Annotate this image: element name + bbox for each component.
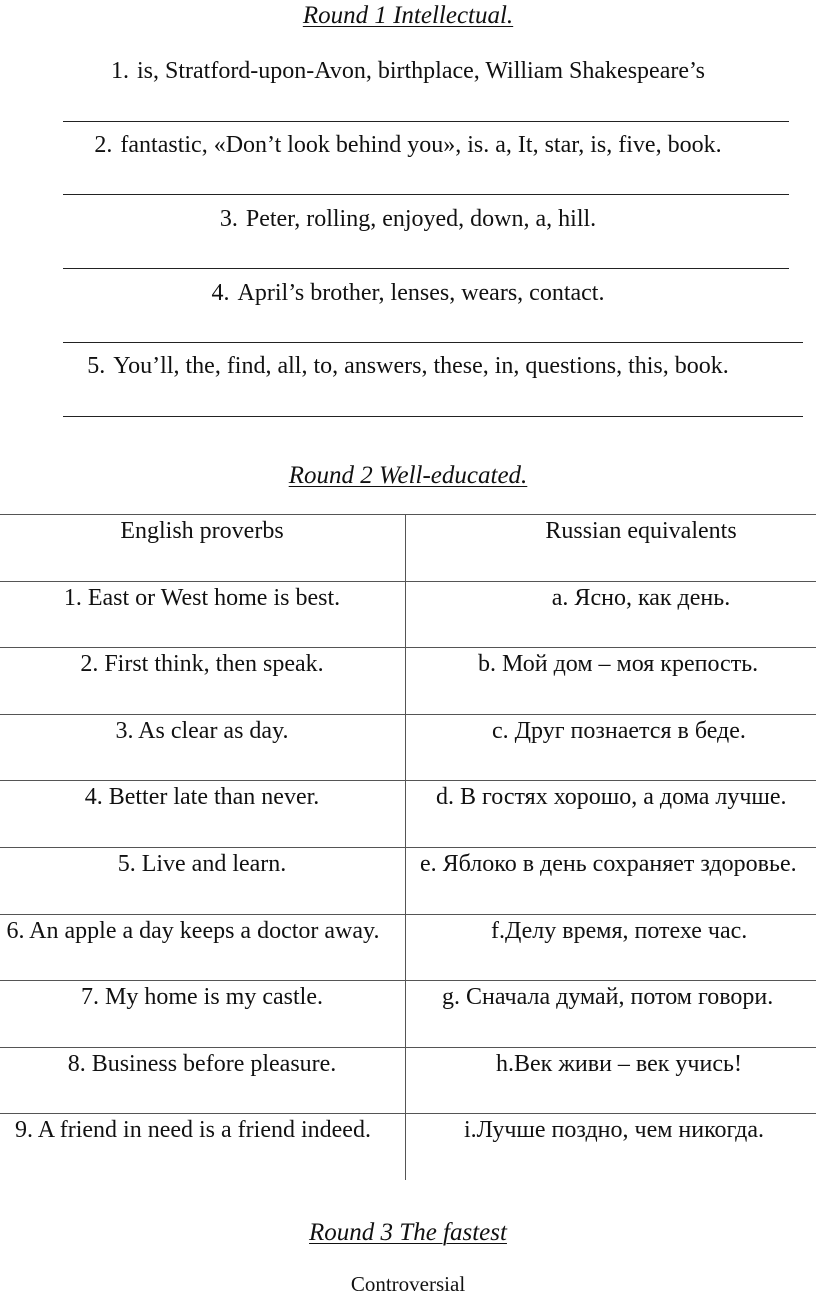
russian-equivalent: e. Яблоко в день сохраняет здоровье. [420, 850, 797, 877]
english-proverb: 2. First think, then speak. [80, 651, 324, 678]
english-proverb: 3. As clear as day. [115, 717, 289, 744]
item-text: You’ll, the, find, all, to, answers, these, in, questions, this, book. [113, 353, 729, 379]
item-text: Peter, rolling, enjoyed, down, a, hill. [245, 206, 597, 232]
item-number: 1. [110, 58, 129, 84]
round1-item-2 [0, 132, 816, 159]
english-proverb: 8. Business before pleasure. [67, 1050, 337, 1077]
table-row [0, 781, 816, 848]
item-number: 4. [211, 280, 230, 306]
column-header-english: English proverbs [120, 518, 284, 544]
table-row [0, 981, 816, 1048]
english-proverb: 4. Better late than never. [84, 784, 320, 811]
russian-equivalent: d. В гостях хорошо, а дома лучше. [436, 784, 787, 811]
russian-equivalent: b. Мой дом – моя крепость. [478, 651, 759, 678]
table-row [0, 581, 816, 648]
header-cell [406, 515, 816, 582]
table-header-row [0, 515, 816, 582]
round3-heading: Round 3 The fastest [309, 1219, 507, 1246]
table-row [0, 1047, 816, 1114]
english-proverb: 1. East or West home is best. [63, 584, 341, 611]
table-row [0, 648, 816, 715]
item-text: April’s brother, lenses, wears, contact. [237, 280, 605, 306]
english-proverb: 5. Live and learn. [117, 850, 287, 877]
russian-equivalent: a. Ясно, как день. [551, 584, 731, 611]
table-row [0, 847, 816, 914]
round1-heading: Round 1 Intellectual. [302, 2, 514, 29]
round1-item-5 [0, 353, 816, 380]
russian-equivalent: h.Век живи – век учись! [496, 1050, 742, 1077]
answer-line-3 [63, 268, 789, 269]
column-header-russian: Russian equivalents [545, 518, 737, 544]
answer-line-5 [63, 416, 803, 417]
answer-line-2 [63, 194, 789, 195]
russian-equivalent: f.Делу время, потехе час. [491, 917, 748, 944]
item-number: 5. [87, 353, 106, 379]
round3-subheading: Controversial [350, 1272, 466, 1296]
answer-line-1 [63, 121, 789, 122]
item-text: is, Stratford-upon-Avon, birthplace, William Shakespeare’s [136, 58, 705, 84]
answer-line-4 [63, 342, 803, 343]
english-proverb: 6. An apple a day keeps a doctor away. [6, 917, 380, 944]
proverbs-table [0, 514, 816, 1180]
english-proverb: 9. A friend in need is a friend indeed. [15, 1117, 371, 1144]
russian-equivalent: c. Друг познается в беде. [492, 717, 746, 744]
item-number: 2. [94, 132, 113, 158]
english-proverb: 7. My home is my castle. [81, 984, 323, 1011]
round1-item-1 [0, 58, 816, 85]
item-number: 3. [219, 206, 238, 232]
table-row [0, 1114, 816, 1180]
round1-item-4 [0, 280, 816, 307]
round2-heading: Round 2 Well-educated. [288, 462, 528, 489]
russian-equivalent: i.Лучше поздно, чем никогда. [464, 1117, 765, 1144]
header-cell [0, 515, 406, 582]
russian-equivalent: g. Сначала думай, потом говори. [442, 984, 774, 1011]
item-text: fantastic, «Don’t look behind you», is. a, It, star, is, five, book. [120, 132, 722, 158]
table-row [0, 914, 816, 981]
round1-item-3 [0, 206, 816, 233]
table-row [0, 714, 816, 781]
proverbs-table-container [0, 514, 816, 1180]
